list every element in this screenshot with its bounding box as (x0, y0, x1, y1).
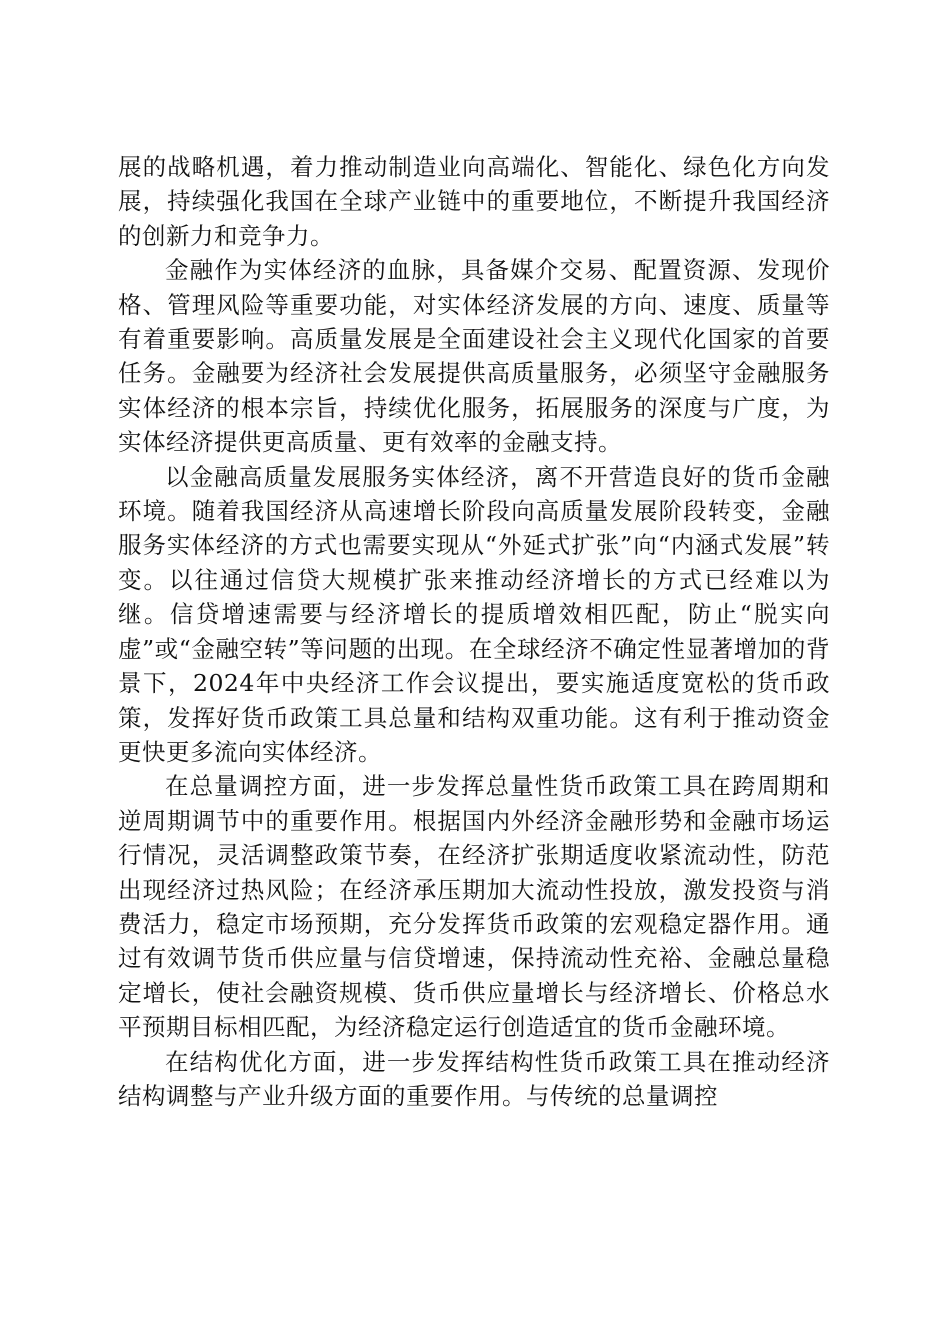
paragraph-continuation: 展的战略机遇，着力推动制造业向高端化、智能化、绿色化方向发展，持续强化我国在全球产业链中的重要地位，不断提升我国经济的创新力和竞争力。 (118, 153, 830, 250)
paragraph-finance-role: 金融作为实体经济的血脉，具备媒介交易、配置资源、发现价格、管理风险等重要功能，对实体经济发展的方向、速度、质量等有着重要影响。高质量发展是全面建设社会主义现代化国家的首要任务。金融要为经济社会发展提供高质量服务，必须坚守金融服务实体经济的根本宗旨，持续优化服务，拓展服务的深度与广度，为实体经济提供更高质量、更有效率的金融支持。 (118, 256, 830, 457)
body-text (118, 150, 830, 1113)
paragraph-monetary-environment: 以金融高质量发展服务实体经济，离不开营造良好的货币金融环境。随着我国经济从高速增长阶段向高质量发展阶段转变，金融服务实体经济的方式也需要实现从“外延式扩张”向“内涵式发展”转变。以往通过信贷大规模扩张来推动经济增长的方式已经难以为继。信贷增速需要与经济增长的提质增效相匹配，防止“脱实向虚”或“金融空转”等问题的出现。在全球经济不确定性显著增加的背景下，2024年中央经济工作会议提出，要实施适度宽松的货币政策，发挥好货币政策工具总量和结构双重功能。这有利于推动资金更快更多流向实体经济。 (118, 462, 830, 766)
paragraph-structural-optimization: 在结构优化方面，进一步发挥结构性货币政策工具在推动经济结构调整与产业升级方面的重要作用。与传统的总量调控 (118, 1047, 830, 1110)
paragraph-aggregate-regulation: 在总量调控方面，进一步发挥总量性货币政策工具在跨周期和逆周期调节中的重要作用。根据国内外经济金融形势和金融市场运行情况，灵活调整政策节奏，在经济扩张期适度收紧流动性，防范出现经济过热风险；在经济承压期加大流动性投放，激发投资与消费活力，稳定市场预期，充分发挥货币政策的宏观稳定器作用。通过有效调节货币供应量与信贷增速，保持流动性充裕、金融总量稳定增长，使社会融资规模、货币供应量增长与经济增长、价格总水平预期目标相匹配，为经济稳定运行创造适宜的货币金融环境。 (118, 772, 830, 1042)
